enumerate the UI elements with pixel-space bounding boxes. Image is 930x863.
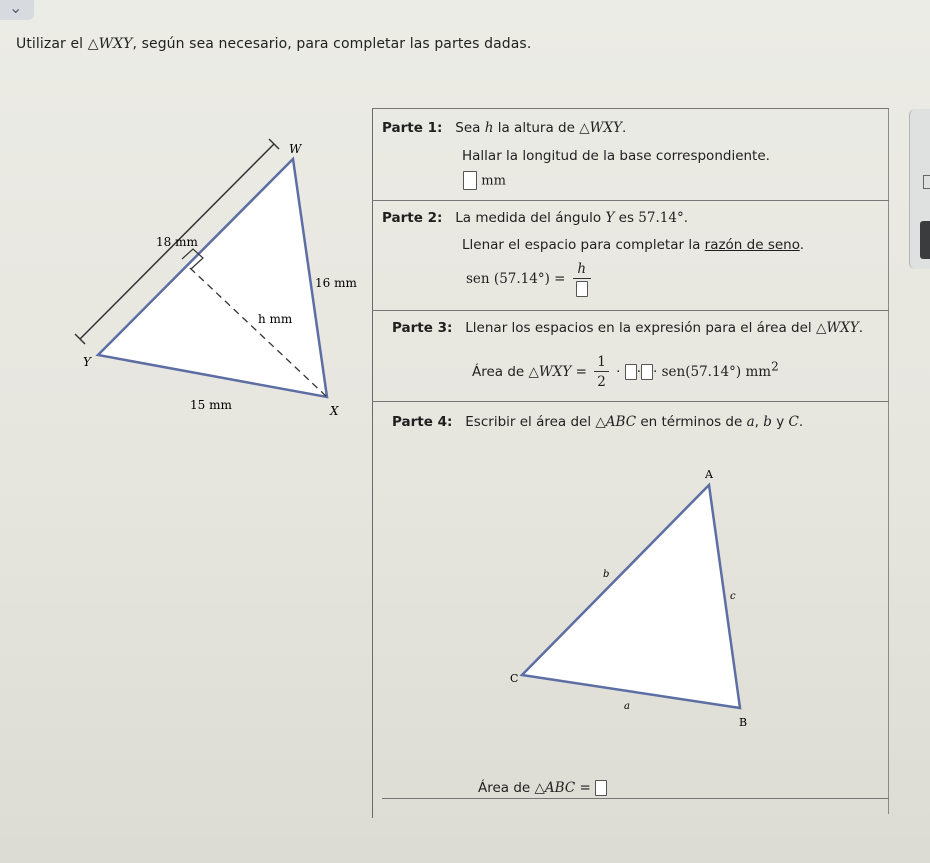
area-label: Área de	[478, 780, 535, 796]
fraction-numerator: 1	[594, 353, 609, 372]
triangle-symbol: △	[534, 780, 545, 796]
area-label: Área de	[472, 364, 529, 380]
part-2-label: Parte 2:	[382, 210, 443, 226]
vertex-y-label: Y	[83, 355, 91, 369]
period: .	[799, 237, 805, 253]
sen-function: sen	[661, 364, 686, 380]
area-abc-input[interactable]	[595, 780, 607, 796]
side-a-label: a	[624, 701, 630, 712]
multiply-dot: ·	[616, 364, 621, 380]
vertex-b-label: B	[739, 716, 748, 729]
part-2-es: es	[614, 210, 639, 226]
side-wx-label: 16 mm	[315, 276, 357, 290]
panel-tab[interactable]	[920, 221, 930, 259]
equals: =	[575, 780, 596, 796]
variable-b: b	[763, 414, 772, 430]
instruction-pre: Utilizar el	[16, 36, 88, 52]
chevron-down-icon: ⌄	[9, 0, 23, 17]
triangle-symbol: △	[579, 120, 590, 136]
period: .	[683, 210, 688, 226]
side-wy-label: 18 mm	[156, 235, 198, 249]
part-4-label: Parte 4:	[392, 414, 453, 430]
panel-slot-icon	[923, 175, 930, 189]
triangle-wxy	[98, 159, 327, 397]
vertex-c-label: C	[510, 672, 519, 685]
area-abc-answer	[478, 780, 607, 796]
period: .	[858, 320, 864, 336]
variable-c: C	[788, 414, 799, 430]
sen-function: sen	[466, 271, 490, 287]
sine-ratio-link[interactable]: razón de seno	[704, 237, 800, 253]
triangle-abc	[522, 485, 740, 708]
triangle-name: ABC	[544, 780, 576, 796]
part-4-text: Escribir el área del	[465, 414, 596, 430]
part-1-label: Parte 1:	[382, 120, 443, 136]
equals: =	[571, 364, 592, 380]
triangle-symbol: △	[815, 320, 827, 336]
sen-argument: (57.14°)	[493, 271, 550, 287]
side-c-label: c	[730, 591, 736, 602]
multiply-dot: ·	[653, 364, 658, 380]
side-xy-label: 15 mm	[190, 398, 232, 412]
side-b-label: b	[603, 569, 610, 580]
side-panel-handle[interactable]	[909, 109, 930, 269]
angle-value: 57.14°	[638, 210, 684, 226]
panel-bottom-border	[382, 798, 889, 799]
angle-name: Y	[605, 210, 615, 226]
parts-panel	[372, 108, 889, 818]
triangle-name: WXY	[589, 120, 622, 136]
fraction-denominator: 2	[597, 374, 606, 390]
triangle-symbol: △	[595, 414, 606, 430]
period: .	[622, 120, 627, 136]
vertex-a-label: A	[705, 468, 713, 481]
variable-a: a	[746, 414, 755, 430]
unit-label: mm	[745, 364, 772, 380]
triangle-symbol: △	[528, 364, 539, 380]
triangle-name: WXY	[538, 364, 572, 380]
part-3-label: Parte 3:	[392, 320, 453, 336]
unit-exponent: 2	[771, 359, 779, 374]
vertex-w-label: W	[289, 142, 302, 156]
sen-argument: (57.14°)	[685, 364, 742, 380]
conjunction: y	[771, 414, 789, 430]
triangle-abc-figure	[372, 108, 889, 818]
height-label: h mm	[258, 312, 293, 326]
period: .	[798, 414, 804, 430]
vertex-x-label: X	[330, 404, 339, 418]
instruction-post: , según sea necesario, para completar las partes dadas.	[132, 36, 532, 52]
part-1-line-2: Hallar la longitud de la base correspondiente.	[462, 148, 770, 164]
part-4-text-mid: en términos de	[636, 414, 747, 430]
unit-label: mm	[481, 173, 506, 189]
multiply-dot: ·	[636, 364, 642, 380]
triangle-name: WXY	[826, 320, 859, 336]
triangle-name: ABC	[605, 414, 637, 430]
part-3-text: Llenar los espacios en la expresión para el área del	[465, 320, 816, 336]
part-1-text-mid: la altura de	[493, 120, 580, 136]
triangle-wxy-figure	[0, 0, 380, 440]
fraction-numerator: h	[573, 260, 591, 279]
part-2-text: Llenar el espacio para completar la	[462, 237, 705, 253]
part-2-text: La medida del ángulo	[455, 210, 606, 226]
triangle-symbol: △	[87, 36, 99, 52]
triangle-name: WXY	[98, 36, 133, 52]
comma: ,	[754, 414, 764, 430]
equals: =	[549, 271, 570, 287]
part-1-h: h	[484, 120, 494, 136]
part-1-text: Sea	[455, 120, 485, 136]
